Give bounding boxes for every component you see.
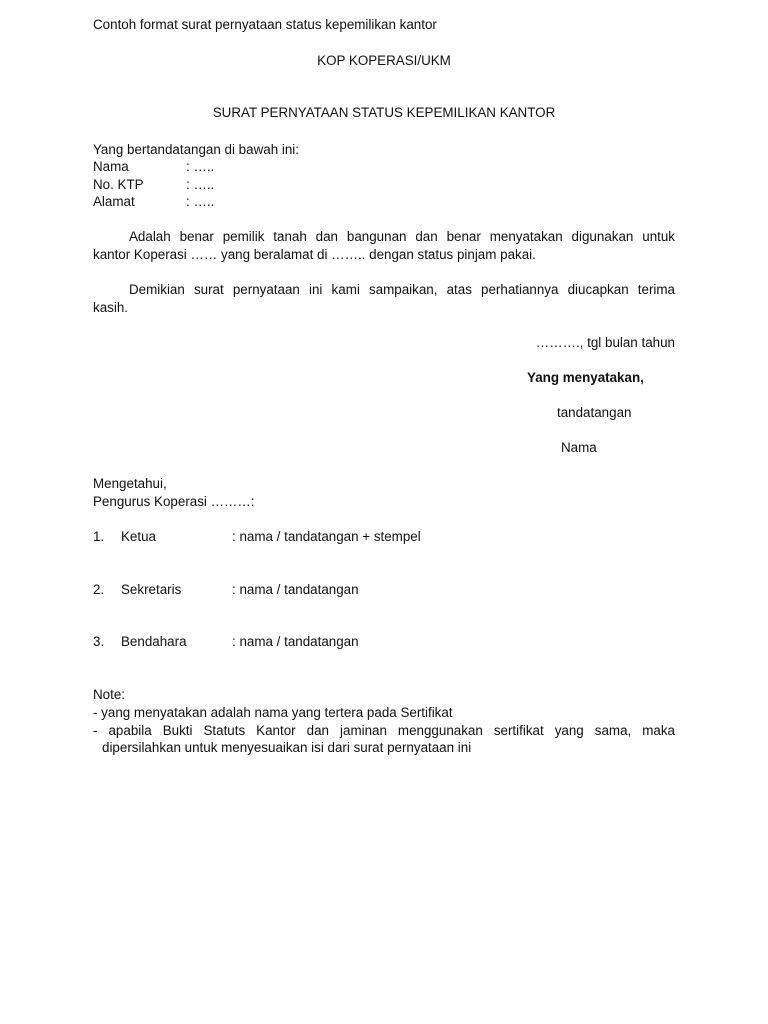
- signature-label: tandatangan: [557, 405, 632, 420]
- field-value-alamat: : …..: [186, 194, 215, 209]
- field-label-nama: Nama: [93, 159, 129, 174]
- board-label: Pengurus Koperasi ………:: [93, 494, 255, 509]
- note-label: Note:: [93, 687, 126, 702]
- list-number: 1.: [93, 529, 105, 544]
- paragraph-line: Demikian surat pernyataan ini kami sampaikan, atas perhatiannya diucapkan terima: [129, 282, 675, 297]
- statement-paragraph: [93, 228, 675, 264]
- paragraph-line: Adalah benar pemilik tanah dan bangunan dan benar menyatakan digunakan untuk: [129, 229, 675, 244]
- list-number: 3.: [93, 634, 105, 649]
- field-value-ktp: : …..: [186, 177, 215, 192]
- field-value-nama: : …..: [186, 159, 215, 174]
- document-caption: Contoh format surat pernyataan status kepemilikan kantor: [93, 17, 437, 32]
- list-number: 2.: [93, 582, 105, 597]
- field-label-alamat: Alamat: [93, 194, 135, 209]
- board-role: Ketua: [121, 529, 156, 544]
- board-value: : nama / tandatangan: [232, 582, 359, 597]
- acknowledged-label: Mengetahui,: [93, 476, 167, 491]
- paragraph-line: kantor Koperasi …… yang beralamat di …….. dengan status pinjam pakai.: [93, 247, 536, 262]
- closing-paragraph: [93, 281, 675, 317]
- letterhead: KOP KOPERASI/UKM: [317, 53, 451, 68]
- place-date: ………., tgl bulan tahun: [535, 335, 675, 350]
- board-role: Bendahara: [121, 634, 187, 649]
- board-value: : nama / tandatangan + stempel: [232, 529, 421, 544]
- note-item: - apabila Bukti Statuts Kantor dan jaminan menggunakan sertifikat yang sama, maka: [93, 723, 675, 738]
- note-item: - yang menyatakan adalah nama yang tertera pada Sertifikat: [93, 705, 453, 720]
- board-value: : nama / tandatangan: [232, 634, 359, 649]
- signer-name: Nama: [561, 440, 597, 455]
- field-label-ktp: No. KTP: [93, 177, 144, 192]
- paragraph-line: kasih.: [93, 300, 128, 315]
- letter-title: SURAT PERNYATAAN STATUS KEPEMILIKAN KANTOR: [212, 105, 556, 120]
- intro-text: Yang bertandatangan di bawah ini:: [93, 142, 299, 157]
- note-item-continuation: dipersilahkan untuk menyesuaikan isi dari surat pernyataan ini: [102, 740, 472, 755]
- board-role: Sekretaris: [121, 582, 182, 597]
- declarer-label: Yang menyatakan,: [527, 370, 644, 385]
